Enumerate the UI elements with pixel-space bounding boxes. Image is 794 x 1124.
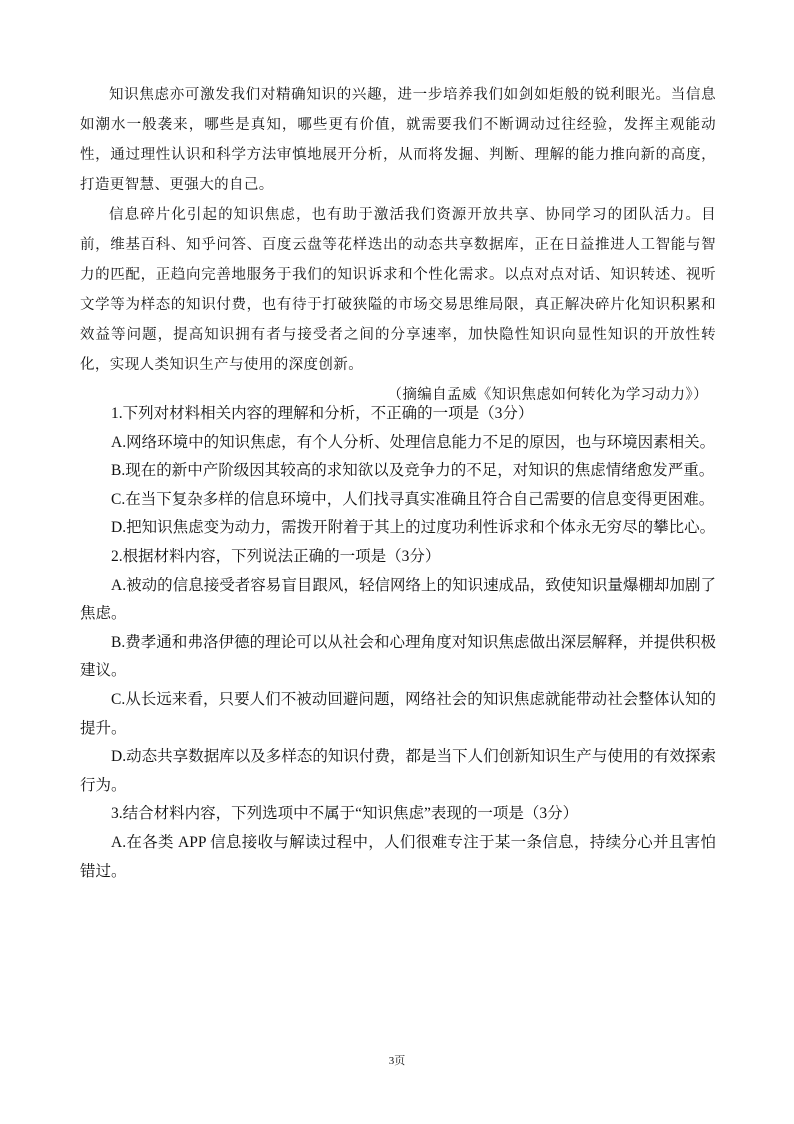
option-c: C.在当下复杂多样的信息环境中，人们找寻真实准确且符合自己需要的信息变得更困难。	[111, 490, 715, 508]
question-stem: 3.结合材料内容，下列选项中不属于“知识焦虑”表现的一项是（3分）	[111, 805, 579, 823]
question-3	[80, 800, 716, 886]
question-stem: 1.下列对材料相关内容的理解和分析，不正确的一项是（3分）	[111, 405, 534, 422]
option-a: A.被动的信息接受者容易盲目跟风，轻信网络上的知识速成品，致使知识量爆棚却加剧了焦虑。	[80, 576, 716, 623]
reading-passage	[80, 80, 716, 410]
question-2	[80, 543, 716, 800]
option-d: D.把知识焦虑变为动力，需拨开附着于其上的过度功利性诉求和个体永无穷尽的攀比心。	[111, 519, 716, 537]
option-c: C.从长远来看，只要人们不被动回避问题，网络社会的知识焦虑就能带动社会整体认知的提升。	[80, 690, 716, 737]
passage-paragraph: 信息碎片化引起的知识焦虑，也有助于激活我们资源开放共享、协同学习的团队活力。目前，维基百科、知乎问答、百度云盘等花样迭出的动态共享数据库，正在日益推进人工智能与智力的匹配，正趋向完善地服务于我们的知识诉求和个性化需求。以点对点对话、知识转述、视听文学等为样态的知识付费，也有待于打破狭隘的市场交易思维局限，真正解决碎片化知识积累和效益等问题，提高知识拥有者与接受者之间的分享速率，加快隐性知识向显性知识的开放性转化，实现人类知识生产与使用的深度创新。	[80, 207, 716, 373]
option-d: D.动态共享数据库以及多样态的知识付费，都是当下人们创新知识生产与使用的有效探索行为。	[80, 748, 716, 794]
page-number: 3页	[388, 1055, 406, 1067]
option-b: B.现在的新中产阶级因其较高的求知欲以及竞争力的不足，对知识的焦虑情绪愈发严重。	[111, 462, 715, 480]
passage-paragraph: 知识焦虑亦可激发我们对精确知识的兴趣，进一步培养我们如剑如炬般的锐利眼光。当信息如潮水一般袭来，哪些是真知，哪些更有价值，就需要我们不断调动过往经验，发挥主观能动性，通过理性认识和科学方法审慎地展开分析，从而将发掘、判断、理解的能力推向新的高度，打造更智慧、更强大的自己。	[80, 87, 716, 193]
option-a: A.在各类 APP 信息接收与解读过程中，人们很难专注于某一条信息，持续分心并且害怕错过。	[80, 833, 716, 880]
question-list	[80, 400, 716, 886]
passage-source: （摘编自孟威《知识焦虑如何转化为学习动力》）	[387, 387, 708, 403]
question-stem: 2.根据材料内容，下列说法正确的一项是（3分）	[111, 547, 441, 565]
question-1	[80, 400, 716, 543]
option-b: B.费孝通和弗洛伊德的理论可以从社会和心理角度对知识焦虑做出深层解释，并提供积极建议。	[80, 633, 716, 680]
option-a: A.网络环境中的知识焦虑，有个人分析、处理信息能力不足的原因，也与环境因素相关。	[111, 433, 716, 451]
